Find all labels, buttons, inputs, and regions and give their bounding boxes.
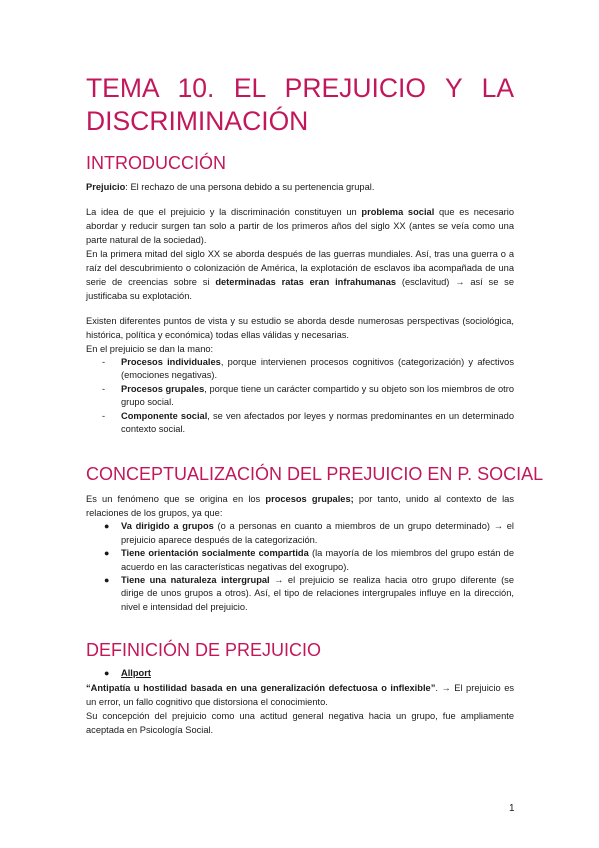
dash-bullet: - xyxy=(102,410,106,421)
item-text: (o a personas en cuanto a miembros de un grupo determinado) → el prejuicio aparece después de la categorización. xyxy=(121,521,514,545)
text-run: Es un fenómeno que se origina en los xyxy=(86,494,266,505)
concept-paragraph-1 xyxy=(86,492,514,520)
concept-list xyxy=(86,520,514,614)
text-run: que es necesario abordar y reducir surgen tan solo a partir de los primeros años del siglo XX (antes se veía como una parte natural de la sociedad). xyxy=(86,207,515,245)
intro-paragraph-1 xyxy=(86,205,514,247)
intro-paragraph-4: En el prejuicio se dan la mano: xyxy=(86,344,214,354)
intro-paragraph-2 xyxy=(86,247,514,303)
item-bold: Procesos individuales xyxy=(121,357,221,367)
item-text: , porque tiene un carácter compartido y su objeto son los miembros de otro grupo social. xyxy=(121,383,514,408)
intro-paragraph-3: Existen diferentes puntos de vista y su estudio se aborda desde numerosas perspectivas (sociológica, histórica, política y económica) todas ellas válidas y necesarias. xyxy=(86,316,514,340)
item-bold: Procesos grupales xyxy=(121,383,205,394)
item-text: , porque intervienen procesos cognitivos (categorización) y afectivos (emociones negativas). xyxy=(121,357,515,381)
section-heading-introduccion: INTRODUCCIÓN xyxy=(86,153,226,173)
item-text: → el prejuicio se realiza hacia otro grupo diferente (se dirige de unos grupos a otros). Así, el tipo de relaciones intergrupales influye en la dirección, nivel e intensidad del prejuicio. xyxy=(121,575,515,612)
dash-bullet: - xyxy=(102,383,106,394)
definition-paragraph-2: Su concepción del prejuicio como una actitud general negativa hacia un grupo, fue ampliamente aceptada en Psicología Social. xyxy=(86,710,514,735)
definition-quote xyxy=(86,681,514,709)
item-text: , se ven afectados por leyes y normas predominantes en un determinado contexto social. xyxy=(121,410,514,435)
list-item xyxy=(86,547,514,574)
bullet-dot: ● xyxy=(104,521,110,532)
bullet-dot: ● xyxy=(104,548,110,559)
section-heading-conceptualizacion: CONCEPTUALIZACIÓN DEL PREJUICIO EN P. SOCIAL xyxy=(86,464,544,485)
item-bold: Tiene una naturaleza intergrupal xyxy=(121,575,270,586)
item-text: (la mayoría de los miembros del grupo están de acuerdo en las características negativas del exogrupo). xyxy=(121,548,514,572)
text-bold: problema social xyxy=(361,207,435,217)
bullet-dot: ● xyxy=(104,575,110,586)
bullet-dot: ● xyxy=(104,668,110,679)
list-item xyxy=(86,410,514,437)
list-item xyxy=(86,520,514,547)
text-bold: procesos grupales; xyxy=(265,494,354,505)
list-item xyxy=(86,383,514,410)
section-heading-definicion: DEFINICIÓN DE PREJUICIO xyxy=(86,640,322,661)
text-run: . → El prejuicio es un error, un fallo cognitivo que distorsiona el conocimiento. xyxy=(86,682,515,707)
item-bold: Tiene orientación socialmente compartida xyxy=(121,548,309,559)
text-bold: determinadas ratas eran infrahumanas xyxy=(215,277,397,287)
list-item xyxy=(86,667,514,680)
quote-bold: “Antipatía u hostilidad basada en una generalización defectuosa o inflexible” xyxy=(86,682,436,693)
text-run: por tanto, unido al contexto de las relaciones de los grupos, ya que: xyxy=(86,494,515,519)
intro-list xyxy=(86,356,514,436)
page-number: 1 xyxy=(509,803,515,814)
definition-text: : El rechazo de una persona debido a su pertenencia grupal. xyxy=(125,182,375,192)
page-content xyxy=(86,72,544,737)
text-run: (esclavitud) → xyxy=(396,277,471,287)
author-name: Allport xyxy=(121,668,151,679)
text-run: La idea de que el prejuicio y la discriminación constituyen un xyxy=(86,207,362,217)
list-item xyxy=(86,574,514,614)
list-item xyxy=(86,356,514,383)
document-title-line2: DISCRIMINACIÓN xyxy=(86,106,309,136)
definition-term: Prejuicio xyxy=(86,182,126,192)
document-title-line1: TEMA 10. EL PREJUICIO Y LA xyxy=(86,73,514,103)
item-bold: Componente social xyxy=(121,410,208,421)
item-bold: Va dirigido a grupos xyxy=(121,521,214,532)
dash-bullet: - xyxy=(102,357,106,367)
text-run: así se se justificaba su explotación. xyxy=(86,277,514,301)
definition-list xyxy=(86,667,514,680)
text-run: En la primera mitad del siglo XX se aborda después de las guerras mundiales. Así, tras una guerra o a raíz del descubrimiento o colonización de América, la explotación de esclavos iba acompañada de una serie de creencias sobre si xyxy=(86,249,514,287)
definition-prejuicio xyxy=(86,180,514,194)
